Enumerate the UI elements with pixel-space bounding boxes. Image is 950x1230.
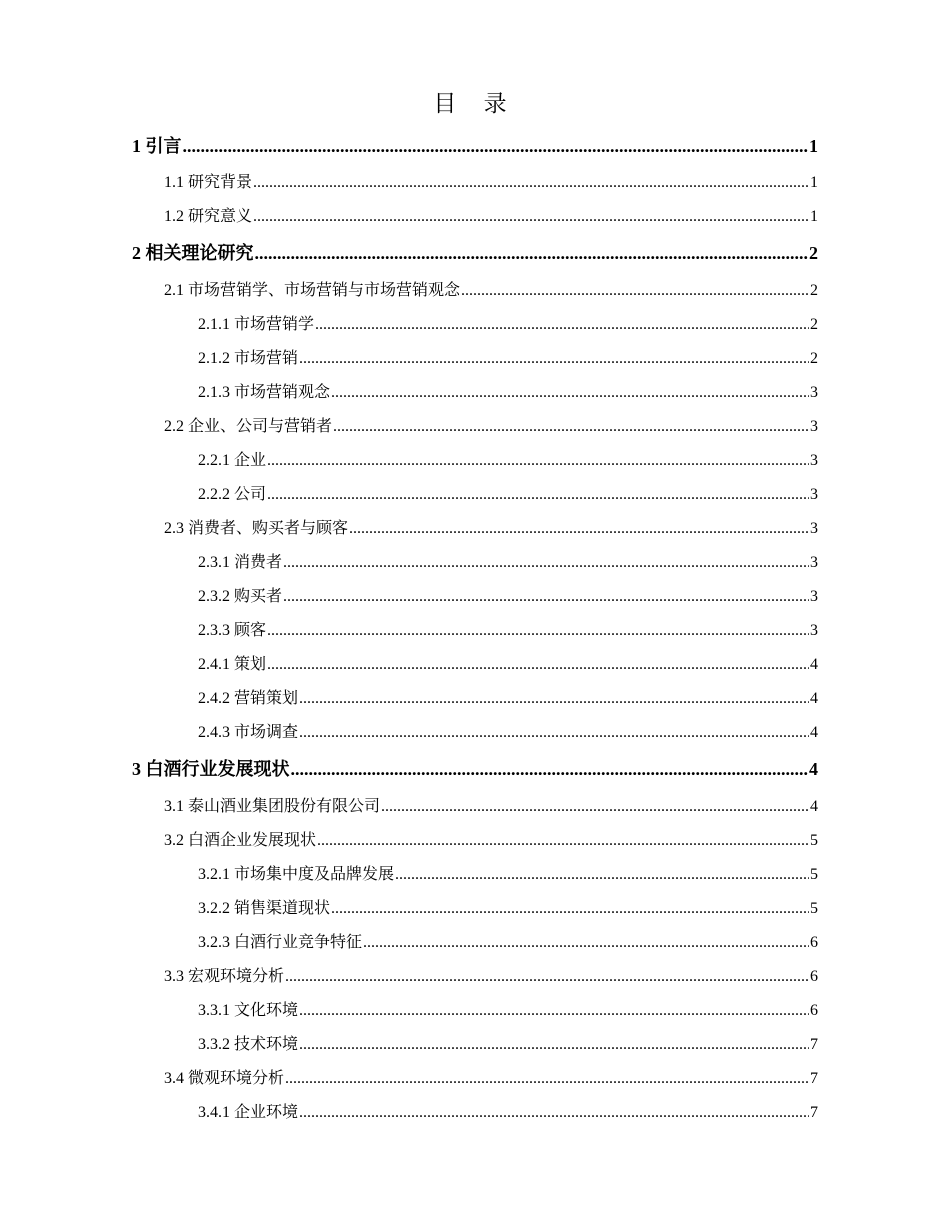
toc-entry-text: 1 引言 [132,136,182,156]
toc-dot-leader [267,483,809,507]
toc-entry-text: 3.3.1 文化环境 [198,1002,299,1019]
toc-entry-page: 1 [809,136,818,156]
toc-entry-section[interactable] [164,415,818,439]
toc-entry-page: 6 [810,968,818,985]
toc-entry-page: 4 [810,798,818,815]
toc-entry-text: 2.4.1 策划 [198,656,267,673]
toc-dot-leader [349,517,809,541]
toc-entry-text: 2.2.1 企业 [198,452,267,469]
toc-entry-text: 2.1 市场营销学、市场营销与市场营销观念 [164,282,461,299]
toc-entry-text: 2 相关理论研究 [132,243,254,263]
toc-entry-text: 3.3.2 技术环境 [198,1036,299,1053]
toc-entry-text: 3.4 微观环境分析 [164,1070,285,1087]
toc-title: 目 录 [433,91,517,117]
toc-entry-text: 2.3 消费者、购买者与顾客 [164,520,349,537]
toc-entry-subsection[interactable] [198,653,818,677]
toc-entry-subsection[interactable] [198,551,818,575]
toc-entry-section[interactable] [164,205,818,229]
toc-dot-leader [267,619,809,643]
toc-entry-text: 1.1 研究背景 [164,174,253,191]
toc-dot-leader [331,381,809,405]
toc-entry-subsection[interactable] [198,381,818,405]
toc-dot-leader [299,1101,809,1125]
toc-entry-page: 3 [810,384,818,401]
toc-entry-text: 2.4.2 营销策划 [198,690,299,707]
toc-entry-section[interactable] [164,829,818,853]
toc-entry-page: 2 [810,350,818,367]
toc-entry-text: 3.2.2 销售渠道现状 [198,900,331,917]
toc-entry-text: 2.3.2 购买者 [198,588,283,605]
toc-entry-page: 7 [810,1036,818,1053]
toc-dot-leader [285,1067,809,1091]
toc-dot-leader [333,415,809,439]
toc-entry-subsection[interactable] [198,585,818,609]
toc-entry-text: 2.2 企业、公司与营销者 [164,418,333,435]
toc-entry-page: 2 [810,282,818,299]
toc-dot-leader [283,585,809,609]
toc-dot-leader [381,795,809,819]
toc-entry-page: 5 [810,900,818,917]
toc-entry-section[interactable] [164,965,818,989]
toc-entry-section[interactable] [164,795,818,819]
toc-entry-text: 2.3.1 消费者 [198,554,283,571]
toc-entry-subsection[interactable] [198,721,818,745]
toc-entry-text: 3.4.1 企业环境 [198,1104,299,1121]
toc-dot-leader [299,999,809,1023]
toc-entry-page: 3 [810,452,818,469]
toc-entry-text: 3.1 泰山酒业集团股份有限公司 [164,798,381,815]
toc-dot-leader [267,653,809,677]
toc-entry-text: 3.2.1 市场集中度及品牌发展 [198,866,395,883]
toc-dot-leader [183,134,809,158]
toc-entry-page: 5 [810,866,818,883]
toc-entry-page: 4 [810,724,818,741]
toc-entry-text: 2.1.2 市场营销 [198,350,299,367]
toc-entry-page: 1 [810,208,818,225]
toc-entry-subsection[interactable] [198,999,818,1023]
toc-dot-leader [299,347,809,371]
toc-dot-leader [317,829,809,853]
toc-entry-page: 6 [810,934,818,951]
toc-entry-section[interactable] [164,1067,818,1091]
toc-entry-subsection[interactable] [198,931,818,955]
toc-entry-page: 7 [810,1104,818,1121]
toc-dot-leader [299,1033,809,1057]
toc-entry-page: 6 [810,1002,818,1019]
toc-entry-page: 3 [810,622,818,639]
toc-entry-section[interactable] [164,171,818,195]
toc-entry-text: 2.1.3 市场营销观念 [198,384,331,401]
toc-entry-text: 3.3 宏观环境分析 [164,968,285,985]
toc-entry-page: 3 [810,486,818,503]
toc-entry-page: 4 [809,759,818,779]
toc-entry-subsection[interactable] [198,897,818,921]
toc-entry-page: 2 [810,316,818,333]
toc-dot-leader [461,279,809,303]
toc-entry-text: 3.2.3 白酒行业竞争特征 [198,934,363,951]
toc-entry-section[interactable] [164,517,818,541]
toc-entry-subsection[interactable] [198,619,818,643]
toc-entry-subsection[interactable] [198,1101,818,1125]
toc-dot-leader [315,313,809,337]
toc-entry-text: 2.3.3 顾客 [198,622,267,639]
toc-dot-leader [291,757,809,781]
toc-entry-text: 2.4.3 市场调查 [198,724,299,741]
toc-entry-text: 3.2 白酒企业发展现状 [164,832,317,849]
toc-entry-page: 3 [810,418,818,435]
toc-dot-leader [267,449,809,473]
toc-dot-leader [331,897,809,921]
toc-entry-chapter[interactable] [132,134,818,158]
toc-dot-leader [395,863,809,887]
toc-entry-chapter[interactable] [132,241,818,265]
toc-dot-leader [283,551,809,575]
toc-entry-page: 3 [810,554,818,571]
toc-dot-leader [253,205,809,229]
toc-entry-page: 4 [810,656,818,673]
toc-dot-leader [253,171,809,195]
toc-entry-text: 1.2 研究意义 [164,208,253,225]
toc-entry-chapter[interactable] [132,757,818,781]
toc-entry-page: 3 [810,520,818,537]
toc-dot-leader [299,687,809,711]
toc-entry-section[interactable] [164,279,818,303]
toc-entry-page: 7 [810,1070,818,1087]
toc-entry-page: 1 [810,174,818,191]
toc-entry-subsection[interactable] [198,313,818,337]
toc-entry-page: 3 [810,588,818,605]
toc-entry-subsection[interactable] [198,1033,818,1057]
toc-dot-leader [285,965,809,989]
toc-entry-subsection[interactable] [198,347,818,371]
toc-entry-text: 2.2.2 公司 [198,486,267,503]
toc-dot-leader [363,931,809,955]
toc-entry-subsection[interactable] [198,863,818,887]
toc-entry-page: 2 [809,243,818,263]
toc-entry-text: 2.1.1 市场营销学 [198,316,315,333]
toc-entry-subsection[interactable] [198,449,818,473]
toc-entry-page: 5 [810,832,818,849]
toc-entry-subsection[interactable] [198,687,818,711]
toc-dot-leader [255,241,809,265]
toc-entry-subsection[interactable] [198,483,818,507]
toc-entry-text: 3 白酒行业发展现状 [132,759,290,779]
toc-entry-page: 4 [810,690,818,707]
toc-dot-leader [299,721,809,745]
